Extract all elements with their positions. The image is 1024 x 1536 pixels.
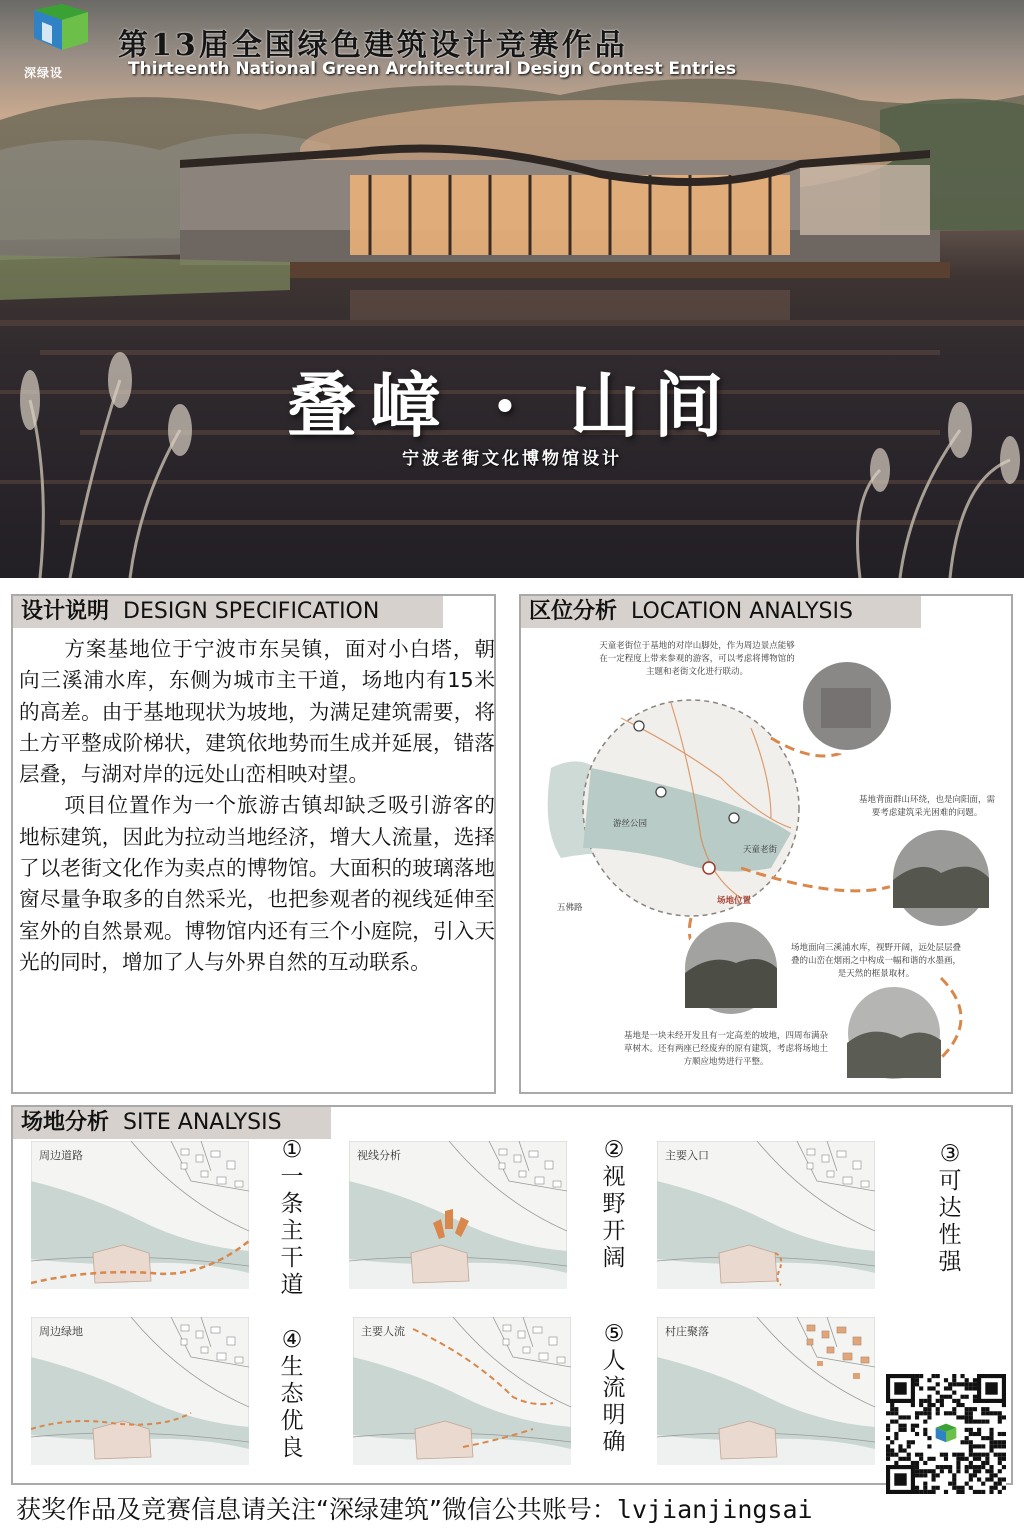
site-outline	[415, 1421, 473, 1459]
site-caption: ③可达性强	[938, 1141, 962, 1275]
location-note: 天童老街位于基地的对岸山脚处，作为周边景点能够在一定程度上带来参观的游客，可以考虑将博物馆的主题和老街文化进行联动。	[599, 641, 795, 677]
location-note: 基地是一块未经开发且有一定高差的坡地，四周布满杂草树木。还有两座已经废弃的原有建筑，考虑将场地土方顺应地势进行平整。	[623, 1031, 828, 1067]
project-title: 叠嶂 · 山间	[286, 364, 738, 447]
design-paragraph: 方案基地位于宁波市东吴镇，面对小白塔，朝向三溪浦水库，东侧为城市主干道，场地内有15米的高差。由于基地现状为坡地，为满足建筑需要，将土方平整成阶梯状，建筑依地势而生成并延展，错落层叠，与湖对岸的远处山峦相映对望。	[19, 637, 495, 787]
design-body	[19, 634, 495, 978]
map-place-park: 游丝公园	[613, 819, 648, 829]
site-map-views	[349, 1141, 567, 1289]
museum-rendering	[0, 0, 1024, 578]
site-map-roads	[31, 1141, 249, 1289]
hero-rendering	[0, 0, 1024, 578]
site-map-greenland	[31, 1317, 249, 1465]
contest-title-cn: 第13届全国绿色建筑设计竞赛作品	[118, 28, 628, 63]
design-paragraph: 项目位置作为一个旅游古镇却缺乏吸引游客的地标建筑，因此为拉动当地经济，增大人流量，选择了以老街文化作为卖点的博物馆。大面积的玻璃落地窗尽量争取多的自然采光，也把参观者的视线延伸至室外的自然景观。博物馆内还有三个小庭院，引入天光的同时，增加了人与外界自然的互动联系。	[19, 793, 495, 974]
site-outline	[719, 1245, 777, 1283]
site-caption: ②视野开阔	[602, 1137, 626, 1271]
contest-title-en: Thirteenth National Green Architectural Design Contest Entries	[128, 59, 737, 79]
project-subtitle: 宁波老街文化博物馆设计	[402, 449, 622, 469]
site-map-label: 主要人流	[361, 1325, 405, 1338]
location-note: 场地面向三溪浦水库，视野开阔，远处层层叠叠的山峦在烟雨之中构成一幅和谐的水墨画，是天然的框景取材。	[791, 943, 962, 979]
design-panel-heading	[13, 596, 443, 628]
design-specification-panel	[11, 594, 496, 1094]
site-map-label: 主要入口	[665, 1149, 709, 1162]
location-panel-heading	[521, 596, 921, 628]
map-place-site: 场地位置	[717, 896, 752, 906]
heading-en: DESIGN SPECIFICATION	[123, 599, 380, 624]
site-outline	[719, 1421, 777, 1459]
site-caption: ①一条主干道	[280, 1137, 304, 1298]
site-panel-heading	[13, 1107, 331, 1139]
wechat-handle[interactable]: lvjianjingsai	[616, 1495, 813, 1524]
site-caption: ⑤人流明确	[602, 1321, 626, 1455]
map-place-oldstreet: 天童老街	[743, 845, 778, 855]
site-outline	[411, 1245, 469, 1283]
heading-cn: 设计说明	[21, 599, 110, 624]
location-map-diagram	[521, 628, 1011, 1092]
location-note: 基地背面群山环绕，也是向阳面，需要考虑建筑采光困难的问题。	[858, 795, 995, 818]
heading-en: SITE ANALYSIS	[123, 1110, 282, 1135]
site-map-village	[657, 1317, 875, 1465]
site-outline	[93, 1421, 151, 1459]
location-analysis-panel	[519, 594, 1013, 1094]
site-map-label: 周边绿地	[39, 1325, 83, 1338]
heading-cn: 区位分析	[529, 599, 618, 624]
site-map-label: 视线分析	[357, 1149, 401, 1162]
footer-notice	[16, 1490, 1016, 1530]
site-caption: ④生态优良	[280, 1327, 304, 1461]
site-analysis-panel	[11, 1105, 1013, 1485]
site-map-entrance	[657, 1141, 875, 1289]
site-map-pedestrian-flow	[353, 1317, 571, 1465]
footer-text: 获奖作品及竞赛信息请关注“深绿建筑”微信公共账号：	[16, 1495, 617, 1524]
heading-cn: 场地分析	[21, 1110, 110, 1135]
heading-en: LOCATION ANALYSIS	[631, 599, 853, 624]
qr-code-icon[interactable]	[886, 1374, 1006, 1494]
site-map-label: 周边道路	[39, 1149, 83, 1162]
site-outline	[93, 1245, 151, 1283]
logo-caption: 深绿设	[24, 66, 64, 80]
site-map-label: 村庄聚落	[665, 1325, 709, 1338]
map-place-wufo: 五佛路	[557, 903, 583, 913]
